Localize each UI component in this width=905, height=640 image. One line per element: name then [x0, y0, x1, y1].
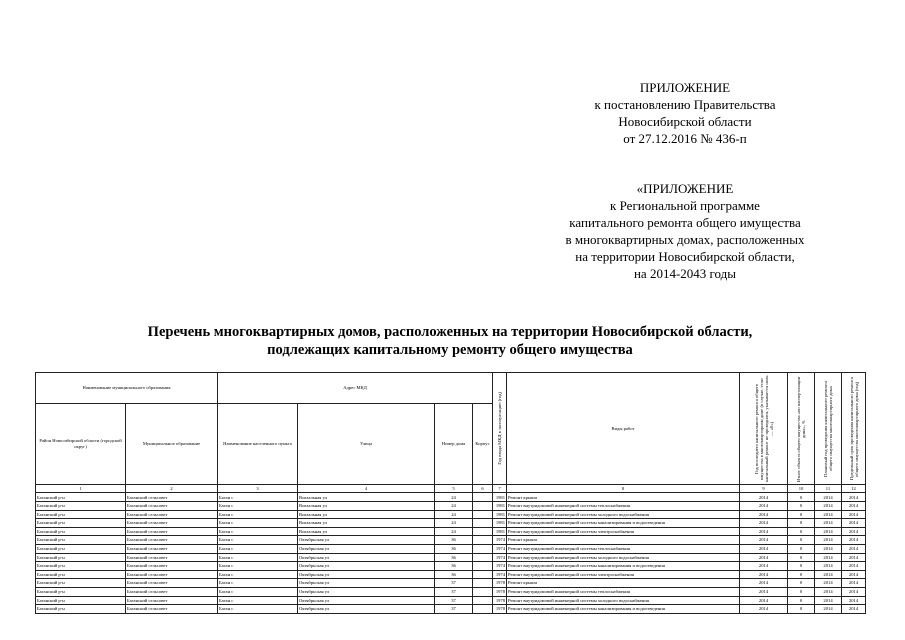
col12-cell: 2014 [842, 562, 866, 571]
col11-cell: 2014 [815, 536, 842, 545]
works-cell: Ремонт внутридомовой инженерной системы холодного водоснабжения [507, 553, 740, 562]
street-cell: Октябрьская ул [298, 553, 435, 562]
settlement-cell: Баган с [218, 605, 298, 614]
col10-cell: 0 [788, 553, 815, 562]
col9-cell: 2014 [740, 502, 788, 511]
house-number-cell: 36 [435, 536, 473, 545]
settlement-cell: Баган с [218, 562, 298, 571]
col11-cell: 2014 [815, 519, 842, 528]
table-row [36, 493, 866, 502]
street-cell: Октябрьская ул [298, 536, 435, 545]
header-col9: Год последнего капитального ремонта общего имущества в многоквартирном доме (в случае, если капитальный ремонт не проводился, указывается ноль — «0») [740, 373, 788, 485]
building-cell [473, 570, 493, 579]
building-cell [473, 544, 493, 553]
district-cell: Баганский р-н [36, 493, 126, 502]
header-works: Виды работ [507, 373, 740, 485]
street-cell: Октябрьская ул [298, 587, 435, 596]
col-number: 9 [740, 485, 788, 493]
street-cell: Вокзальная ул [298, 527, 435, 536]
appendix-line: на 2014-2043 годы [633, 266, 737, 281]
col9-cell: 2014 [740, 579, 788, 588]
works-cell: Ремонт крыши [507, 493, 740, 502]
table-row [36, 510, 866, 519]
col11-cell: 2014 [815, 493, 842, 502]
appendix-line: ПРИЛОЖЕНИЕ [639, 80, 731, 95]
title-line-1: Перечень многоквартирных домов, расположенных на территории Новосибирской области, [147, 324, 753, 340]
col10-cell: 0 [788, 544, 815, 553]
col9-cell: 2014 [740, 510, 788, 519]
municipal-entity-cell: Баганский сельсовет [126, 562, 218, 571]
year-built-cell: 1981 [493, 510, 507, 519]
street-cell: Октябрьская ул [298, 579, 435, 588]
building-cell [473, 502, 493, 511]
col11-cell: 2014 [815, 544, 842, 553]
header-building: Корпус [473, 404, 493, 485]
works-cell: Ремонт внутридомовой инженерной системы теплоснабжения [507, 587, 740, 596]
col12-cell: 2014 [842, 605, 866, 614]
district-cell: Баганский р-н [36, 570, 126, 579]
appendix-line: к постановлению Правительства [594, 97, 776, 112]
works-cell: Ремонт внутридомовой инженерной системы электроснабжения [507, 527, 740, 536]
col11-cell: 2014 [815, 553, 842, 562]
col11-cell: 2014 [815, 579, 842, 588]
house-number-cell: 24 [435, 502, 473, 511]
street-cell: Вокзальная ул [298, 493, 435, 502]
col12-cell: 2014 [842, 502, 866, 511]
district-cell: Баганский р-н [36, 605, 126, 614]
year-built-cell: 1978 [493, 596, 507, 605]
col9-cell: 2014 [740, 527, 788, 536]
works-cell: Ремонт внутридомовой инженерной системы теплоснабжения [507, 544, 740, 553]
appendix-line: к Региональной программе [610, 198, 760, 213]
title-line-2: подлежащих капитальному ремонту общего имущества [267, 342, 633, 358]
year-built-cell: 1974 [493, 570, 507, 579]
district-cell: Баганский р-н [36, 544, 126, 553]
district-cell: Баганский р-н [36, 502, 126, 511]
col11-cell: 2014 [815, 502, 842, 511]
street-cell: Октябрьская ул [298, 596, 435, 605]
col11-cell: 2014 [815, 562, 842, 571]
col9-cell: 2014 [740, 553, 788, 562]
works-cell: Ремонт внутридомовой инженерной системы канализирования и водоотведения [507, 605, 740, 614]
col11-cell: 2014 [815, 605, 842, 614]
municipal-entity-cell: Баганский сельсовет [126, 596, 218, 605]
col-number: 4 [298, 485, 435, 493]
building-cell [473, 562, 493, 571]
col9-cell: 2014 [740, 587, 788, 596]
col11-cell: 2014 [815, 570, 842, 579]
building-cell [473, 587, 493, 596]
col12-cell: 2014 [842, 596, 866, 605]
district-cell: Баганский р-н [36, 519, 126, 528]
municipal-entity-cell: Баганский сельсовет [126, 493, 218, 502]
street-cell: Октябрьская ул [298, 570, 435, 579]
table-body [36, 493, 866, 613]
table-row [36, 579, 866, 588]
header-street: Улица [298, 404, 435, 485]
municipal-entity-cell: Баганский сельсовет [126, 502, 218, 511]
col10-cell: 0 [788, 527, 815, 536]
municipal-entity-cell: Баганский сельсовет [126, 536, 218, 545]
column-number-row [36, 485, 866, 493]
table-group-header-row [36, 373, 866, 404]
settlement-cell: Баган с [218, 553, 298, 562]
street-cell: Октябрьская ул [298, 605, 435, 614]
municipal-entity-cell: Баганский сельсовет [126, 579, 218, 588]
header-col12: Предельный срок проведения капитального ремонта общего имущества многоквартирного дома (год) [842, 373, 866, 485]
col9-cell: 2014 [740, 544, 788, 553]
district-cell: Баганский р-н [36, 596, 126, 605]
house-number-cell: 36 [435, 562, 473, 571]
district-cell: Баганский р-н [36, 527, 126, 536]
col10-cell: 0 [788, 579, 815, 588]
settlement-cell: Баган с [218, 570, 298, 579]
table-row [36, 544, 866, 553]
col12-cell: 2014 [842, 587, 866, 596]
header-district: Район Новосибирской области (городской округ) [36, 404, 126, 485]
district-cell: Баганский р-н [36, 562, 126, 571]
house-number-cell: 36 [435, 570, 473, 579]
col12-cell: 2014 [842, 527, 866, 536]
year-built-cell: 1974 [493, 553, 507, 562]
building-cell [473, 579, 493, 588]
col10-cell: 0 [788, 493, 815, 502]
col-number: 6 [473, 485, 493, 493]
header-address: Адрес МКД [218, 373, 493, 404]
building-cell [473, 527, 493, 536]
municipal-entity-cell: Баганский сельсовет [126, 605, 218, 614]
col-number: 7 [493, 485, 507, 493]
appendix-program-block [520, 180, 850, 282]
col12-cell: 2014 [842, 553, 866, 562]
building-cell [473, 536, 493, 545]
col10-cell: 0 [788, 587, 815, 596]
col9-cell: 2014 [740, 519, 788, 528]
col9-cell: 2014 [740, 493, 788, 502]
settlement-cell: Баган с [218, 536, 298, 545]
street-cell: Вокзальная ул [298, 519, 435, 528]
col12-cell: 2014 [842, 536, 866, 545]
works-cell: Ремонт внутридомовой инженерной системы канализирования и водоотведения [507, 562, 740, 571]
district-cell: Баганский р-н [36, 579, 126, 588]
table-row [36, 502, 866, 511]
col10-cell: 0 [788, 519, 815, 528]
district-cell: Баганский р-н [36, 587, 126, 596]
settlement-cell: Баган с [218, 579, 298, 588]
table-row [36, 596, 866, 605]
municipal-entity-cell: Баганский сельсовет [126, 527, 218, 536]
house-number-cell: 24 [435, 510, 473, 519]
municipal-entity-cell: Баганский сельсовет [126, 553, 218, 562]
col10-cell: 0 [788, 596, 815, 605]
table-row [36, 587, 866, 596]
street-cell: Октябрьская ул [298, 562, 435, 571]
works-cell: Ремонт внутридомовой инженерной системы холодного водоснабжения [507, 510, 740, 519]
municipal-entity-cell: Баганский сельсовет [126, 544, 218, 553]
col10-cell: 0 [788, 605, 815, 614]
header-municipality: Наименование муниципального образования [36, 373, 218, 404]
col-number: 1 [36, 485, 126, 493]
house-number-cell: 36 [435, 553, 473, 562]
settlement-cell: Баган с [218, 544, 298, 553]
works-cell: Ремонт крыши [507, 579, 740, 588]
settlement-cell: Баган с [218, 527, 298, 536]
works-cell: Ремонт внутридомовой инженерной системы электроснабжения [507, 570, 740, 579]
district-cell: Баганский р-н [36, 510, 126, 519]
settlement-cell: Баган с [218, 596, 298, 605]
street-cell: Октябрьская ул [298, 544, 435, 553]
settlement-cell: Баган с [218, 493, 298, 502]
col10-cell: 0 [788, 502, 815, 511]
table-row [36, 536, 866, 545]
col-number: 10 [788, 485, 815, 493]
col-number: 11 [815, 485, 842, 493]
municipal-entity-cell: Баганский сельсовет [126, 510, 218, 519]
col11-cell: 2014 [815, 527, 842, 536]
appendix-line: Новосибирской области [618, 114, 752, 129]
col10-cell: 0 [788, 570, 815, 579]
header-col11: Плановый год проведения капитального ремонта общего имущества многоквартирного дома [815, 373, 842, 485]
col-number: 12 [842, 485, 866, 493]
header-municipal-entity: Муниципальное образование [126, 404, 218, 485]
year-built-cell: 1978 [493, 579, 507, 588]
appendix-line: на территории Новосибирской области, [575, 249, 795, 264]
table-row [36, 570, 866, 579]
house-number-cell: 37 [435, 605, 473, 614]
col12-cell: 2014 [842, 579, 866, 588]
col10-cell: 0 [788, 562, 815, 571]
col9-cell: 2014 [740, 605, 788, 614]
header-year-built: Год ввода МКД в эксплуатацию (год) [493, 373, 507, 485]
settlement-cell: Баган с [218, 502, 298, 511]
table-row [36, 519, 866, 528]
table-row [36, 562, 866, 571]
col10-cell: 0 [788, 510, 815, 519]
settlement-cell: Баган с [218, 510, 298, 519]
street-cell: Вокзальная ул [298, 510, 435, 519]
col11-cell: 2014 [815, 587, 842, 596]
house-number-cell: 37 [435, 579, 473, 588]
appendix-line: «ПРИЛОЖЕНИЕ [636, 181, 734, 196]
building-cell [473, 605, 493, 614]
col-number: 3 [218, 485, 298, 493]
house-number-cell: 24 [435, 527, 473, 536]
appendix-line: в многоквартирных домах, расположенных [565, 232, 805, 247]
year-built-cell: 1981 [493, 493, 507, 502]
works-cell: Ремонт крыши [507, 536, 740, 545]
house-number-cell: 37 [435, 596, 473, 605]
col9-cell: 2014 [740, 562, 788, 571]
year-built-cell: 1974 [493, 544, 507, 553]
col11-cell: 2014 [815, 510, 842, 519]
header-col10: Износ объекта общего имущества «по паспортизации дома», % [788, 373, 815, 485]
col-number: 5 [435, 485, 473, 493]
municipal-entity-cell: Баганский сельсовет [126, 570, 218, 579]
header-settlement: Наименование населенного пункта [218, 404, 298, 485]
house-number-cell: 37 [435, 587, 473, 596]
col10-cell: 0 [788, 536, 815, 545]
year-built-cell: 1978 [493, 605, 507, 614]
col9-cell: 2014 [740, 570, 788, 579]
district-cell: Баганский р-н [36, 553, 126, 562]
year-built-cell: 1974 [493, 536, 507, 545]
col12-cell: 2014 [842, 519, 866, 528]
year-built-cell: 1978 [493, 587, 507, 596]
building-cell [473, 519, 493, 528]
document-title [60, 323, 840, 359]
table-row [36, 553, 866, 562]
table-row [36, 527, 866, 536]
building-cell [473, 553, 493, 562]
building-cell [473, 510, 493, 519]
col12-cell: 2014 [842, 493, 866, 502]
district-cell: Баганский р-н [36, 536, 126, 545]
works-cell: Ремонт внутридомовой инженерной системы холодного водоснабжения [507, 596, 740, 605]
year-built-cell: 1974 [493, 562, 507, 571]
table-row [36, 605, 866, 614]
building-cell [473, 596, 493, 605]
col-number: 2 [126, 485, 218, 493]
col12-cell: 2014 [842, 570, 866, 579]
col12-cell: 2014 [842, 510, 866, 519]
appendix-line: капитального ремонта общего имущества [569, 215, 801, 230]
house-number-cell: 24 [435, 493, 473, 502]
col12-cell: 2014 [842, 544, 866, 553]
appendix-line: от 27.12.2016 № 436-п [623, 131, 747, 146]
building-cell [473, 493, 493, 502]
col9-cell: 2014 [740, 596, 788, 605]
col11-cell: 2014 [815, 596, 842, 605]
houses-table [35, 372, 866, 614]
settlement-cell: Баган с [218, 519, 298, 528]
works-cell: Ремонт внутридомовой инженерной системы теплоснабжения [507, 502, 740, 511]
col9-cell: 2014 [740, 536, 788, 545]
municipal-entity-cell: Баганский сельсовет [126, 587, 218, 596]
settlement-cell: Баган с [218, 587, 298, 596]
house-number-cell: 24 [435, 519, 473, 528]
house-number-cell: 36 [435, 544, 473, 553]
appendix-resolution-block [560, 79, 810, 147]
street-cell: Вокзальная ул [298, 502, 435, 511]
header-house: Номер дома [435, 404, 473, 485]
year-built-cell: 1981 [493, 527, 507, 536]
municipal-entity-cell: Баганский сельсовет [126, 519, 218, 528]
year-built-cell: 1981 [493, 502, 507, 511]
col-number: 8 [507, 485, 740, 493]
year-built-cell: 1981 [493, 519, 507, 528]
works-cell: Ремонт внутридомовой инженерной системы канализирования и водоотведения [507, 519, 740, 528]
